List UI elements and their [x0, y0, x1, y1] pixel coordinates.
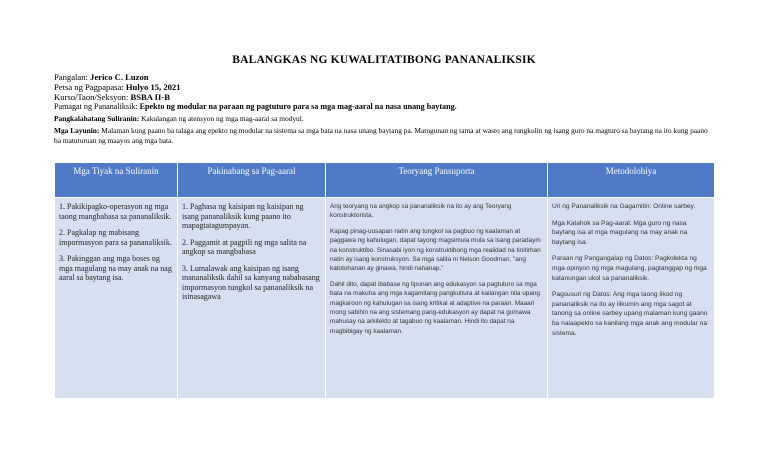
cell-pakinabang	[178, 198, 326, 399]
table-row	[55, 198, 715, 399]
research-outline-table	[54, 162, 715, 399]
header-tiyak-na-suliranin: Mga Tiyak na Suliranin	[55, 163, 178, 198]
table-header-row	[55, 163, 715, 198]
pangalan-value: Jerico C. Luzon	[90, 72, 149, 82]
header-pakinabang: Pakinabang sa Pag-aaral	[178, 163, 326, 198]
pamagat-label: Pamagat ng Pananaliksik:	[54, 102, 138, 111]
paragraph: Dahil dito, dapat ibabase ng lipunan ang edukasyon sa pagtuturo sa mga bata na makuha ang mga kagamitang pangkultura at kailangan nila upang magkaroon ng kahulugan sa isang kritikal at adaptive na paraan. Maaari mong sabihin na ang sistemang pang-edukasyon ay dapat na gumawa mahusay na arkitekto at tagabuo ng kaalaman. Hindi ito dapat na magbibigay ng kaalaman.	[330, 280, 540, 335]
list-item: 1. Pakikipagko-operasyon ng mga taong mangbabasa sa pananaliksik.	[59, 202, 172, 221]
paragraph: Pagsusuri ng Datos: Ang mga taong likod ng pananaliksik na ito ay iiikumin ang mga sagot at tanong sa online sarbey upang malaman kung gaano ba naiaapekto sa kanilang mga anak ang modular na sistema.	[552, 291, 708, 337]
cell-teoryang-pansuporta	[326, 198, 548, 399]
pangalan-line	[54, 72, 149, 82]
layunin-value: Malaman kung paano ba talaga ang epekto ng modular na sistema sa mga bata na nasa unang baytang pa. Matugunan ng tama at wasto ang tungkulin ng isang guro na magturo sa baytang na ito kung paano ba matuturuan ng maayos ang mga bata.	[54, 126, 708, 145]
list-item: 1. Paghasa ng kaisipan ng kaisipan ng isang pananaliksik kung paano ito mapagtatagumpayan.	[182, 202, 304, 230]
suliranin-label: Pangkalahatang Suliranin:	[54, 114, 140, 123]
header-metodolohiya: Metodolohiya	[548, 163, 715, 198]
paragraph: Kapag pinag-uusapan natin ang tungkol sa pagbuo ng kaalaman at paggawa ng kahulugan, dapat tayong magsimula mula sa isang paradaym na konstruktibo. Sinasabi iyon ng konstruktibong mga realidad na tinitirhan natin ay isang konstruksyon. Sa mga salita ni Nelson Goodman, "ang katotohanan ay ginawa, hindi nahanap."	[330, 227, 541, 273]
suliranin-value: Kakulangan ng atensyon ng mga mag-aaral sa modyul.	[141, 114, 304, 123]
list-item: 3. Lumalawak ang kaisipan ng isang mananaliksik dahil sa kanyang nababasang impormasyon tungkol sa pananaliksik na isinasagawa	[182, 263, 320, 301]
header-teoryang-pansuporta: Teoryang Pansuporta	[326, 163, 548, 198]
petsa-label: Petsa ng Pagpapasa:	[54, 82, 124, 92]
list-item: 3. Pakinggan ang mga boses ng mga magulang na may anak na nag aaral sa baytang isa.	[59, 254, 172, 282]
pangalan-label: Pangalan:	[54, 72, 88, 82]
paragraph: Mga Kalahok sa Pag-aaral: Mga guro ng nasa baytang isa at mga magulang na may anak na baytang isa.	[552, 219, 688, 246]
pamagat-line	[54, 102, 457, 112]
cell-metodolohiya	[548, 198, 715, 399]
list-item: 2. Pagkalap ng mabisang impormasyon para sa pananaliksik.	[59, 228, 172, 247]
layunin-label: Mga Layunin:	[54, 126, 100, 135]
pamagat-value: Epekto ng modular na paraan ng pagtuturo para sa mga mag-aaral na nasa unang baytang.	[139, 102, 457, 111]
document-title: BALANGKAS NG KUWALITATIBONG PANANALIKSIK	[232, 54, 536, 66]
kurso-value: BSBA II-B	[130, 92, 170, 102]
paragraph: Ang teoryang na angkop sa pananaliksik na ito ay ang Teoryang konstruktorista.	[330, 203, 512, 220]
suliranin-line	[54, 114, 304, 124]
paragraph: Uri ng Pananaliksik na Gagamitin: Online sarbey.	[552, 203, 696, 210]
paragraph: Paraan ng Pangangalap ng Datos: Pagkolekta ng mga opinyon ng mga magulang, pagtanggap ng mga katanungan ukol sa pananaliksik.	[552, 255, 707, 282]
layunin-paragraph	[54, 126, 714, 146]
list-item: 2. Paggamit at pagpili ng mga salita na angkop sa mangbabasa	[182, 237, 307, 256]
petsa-line	[54, 82, 181, 92]
kurso-label: Kurso/Taon/Seksyon:	[54, 92, 129, 102]
petsa-value: Hulyo 15, 2021	[125, 82, 181, 92]
cell-tiyak-na-suliranin	[55, 198, 178, 399]
kurso-line	[54, 92, 170, 102]
